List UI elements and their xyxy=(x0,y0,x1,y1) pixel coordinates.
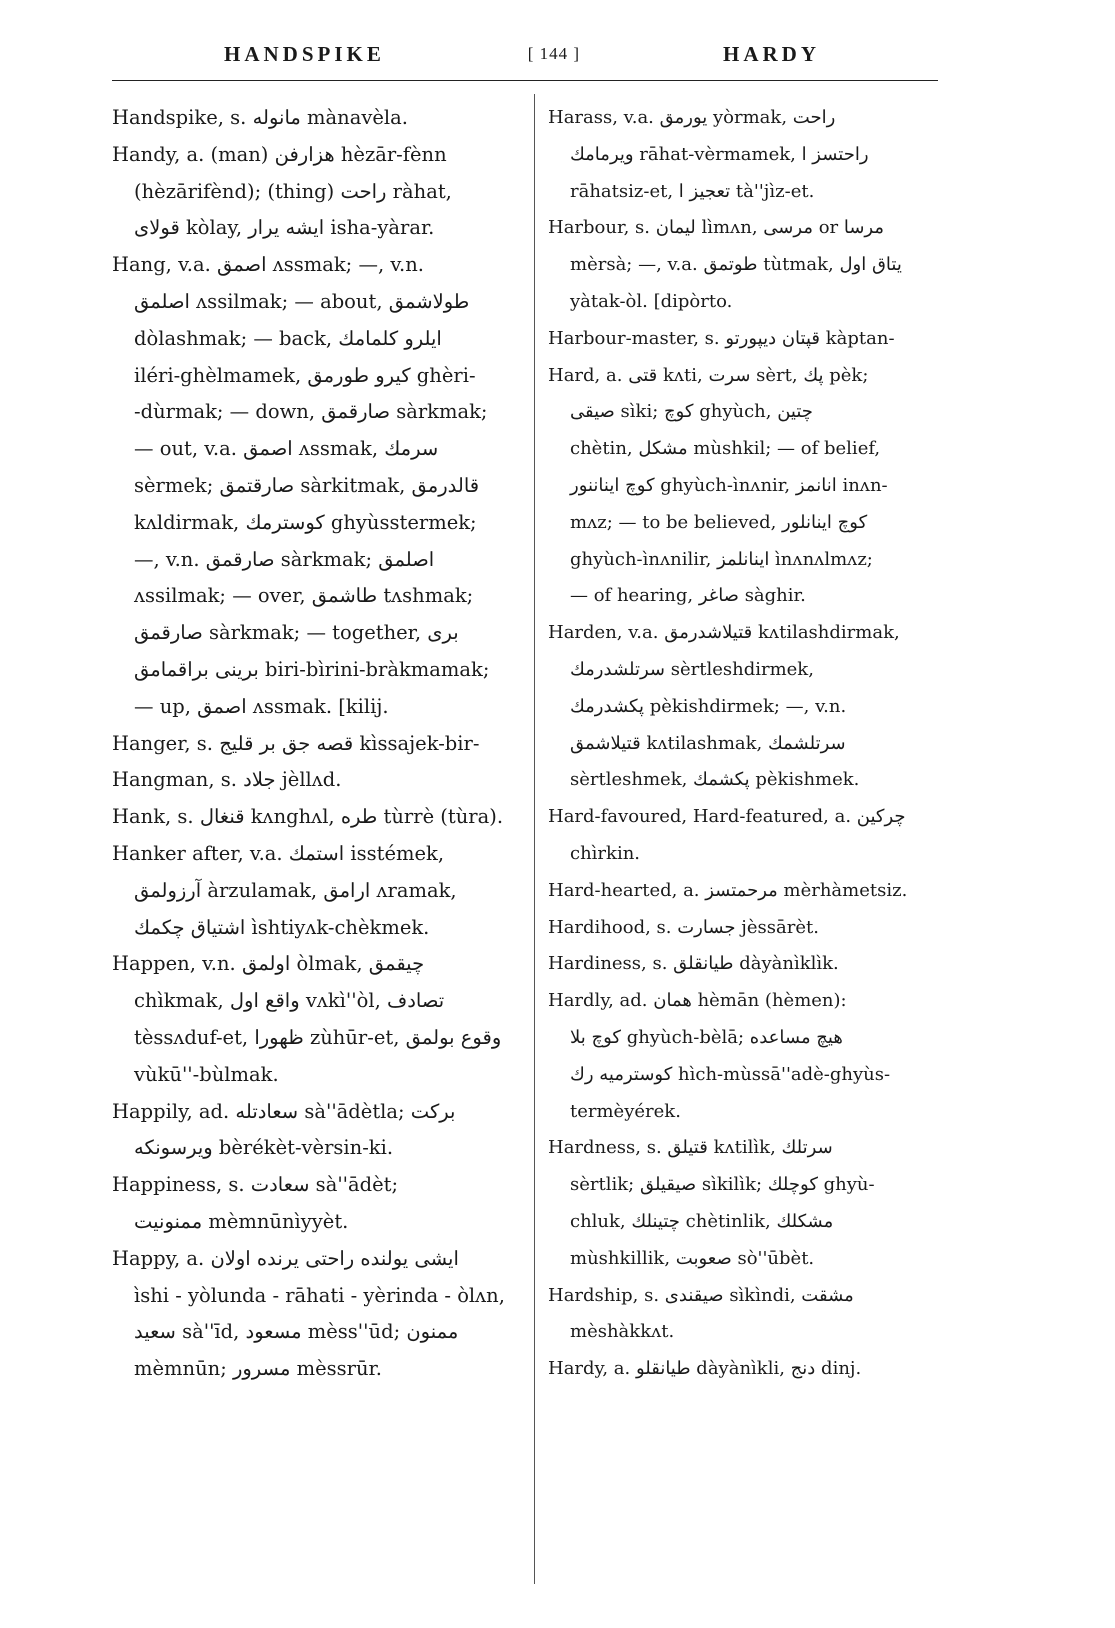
entry-line: chluk, چتینلك chètinlik, مشکلك xyxy=(570,1210,834,1232)
entry-line: قتیلاشمق kʌtilashmak, سرتلشمك xyxy=(570,732,846,754)
entry-line: Hard-favoured, Hard-featured, a. چرکین xyxy=(548,806,906,828)
entry-line: ویرسونکه bèrékèt-vèrsin-ki. xyxy=(134,1136,394,1160)
entry-line: Harass, v.a. یورمق yòrmak, راحت xyxy=(548,107,836,128)
entry-line: پکشدرمك pèkishdirmek; —, v.n. xyxy=(570,695,847,717)
entry-line: کوچ ایناننور ghyùch-ìnʌnir, انانمز inʌn- xyxy=(570,474,888,496)
entry-line: -dùrmak; — down, صارقمق sàrkmak; xyxy=(134,400,488,424)
entry-line: اشتیاق چکمك ìshtiyʌk-chèkmek. xyxy=(134,915,430,939)
entry-line: — of hearing, صاغر sàghir. xyxy=(570,585,806,607)
header-rule xyxy=(112,80,938,81)
entry-line: — out, v.a. اصمق ʌssmak, سرمك xyxy=(134,437,439,461)
entry-line: Hard, a. قتی kʌti, سرت sèrt, پك pèk; xyxy=(548,364,869,386)
entry-line: ویرمامك rāhat-vèrmamek, راحتسز ا xyxy=(570,143,869,165)
entry-line: Happiness, s. سعادت sà''ādèt; xyxy=(112,1173,399,1197)
entry-line: sèrtlik; صیقیلق sìkilìk; کوچلك ghyù- xyxy=(570,1174,875,1196)
page-header xyxy=(112,34,938,74)
entry-line: Harbour, s. لیمان lìmʌn, مرسی or مرسا xyxy=(548,217,884,239)
entry-line: chètin, مشکل mùshkil; — of belief, xyxy=(570,438,881,460)
entry-line: kʌldirmak, کوسترمك ghyùsstermek; xyxy=(134,510,477,534)
entry-line: mùshkillik, صعوبت sò''ūbèt. xyxy=(570,1247,815,1269)
entry-line: yàtak-òl. [dipòrto. xyxy=(570,290,733,312)
right-column xyxy=(548,100,938,1388)
header-right-word: HARDY xyxy=(723,41,820,66)
entry-line: سرتلشدرمك sèrtleshdirmek, xyxy=(570,658,814,680)
entry-line: Happen, v.n. اولمق òlmak, چیقمق xyxy=(112,952,425,976)
entry-line: sèrtleshmek, پکشمك pèkishmek. xyxy=(570,769,860,791)
entry-line: برینی براقمامق biri-bìrini-bràkmamak; xyxy=(134,657,490,681)
entry-line: mèshàkkʌt. xyxy=(570,1321,675,1343)
entry-line: ممنونیت mèmnūnìyyèt. xyxy=(134,1209,349,1233)
left-column xyxy=(112,100,524,1388)
entry-line: Happy, a. ایشی یولنده راحتی یرنده اولان xyxy=(112,1246,459,1270)
entry-line: dòlashmak; — back, ایلرو کلمامك xyxy=(134,326,442,350)
entry-line: mèmnūn; مسرور mèssrūr. xyxy=(134,1357,382,1381)
entry-line: mʌz; — to be believed, کوچ اینانلور xyxy=(570,511,868,533)
entry-line: Hanker after, v.a. استمك isstémek, xyxy=(112,841,445,865)
entry-line: sèrmek; صارقتمق sàrkitmak, قالدرمق xyxy=(134,473,480,497)
entry-line: iléri-ghèlmamek, کیرو طورمق ghèri- xyxy=(134,363,476,387)
column-divider xyxy=(534,94,535,1584)
entry-line: صارقمق sàrkmak; — together, برى xyxy=(134,621,459,645)
entry-line: Hardship, s. صیقندی sìkìndi, مشقت xyxy=(548,1284,854,1306)
page-number: [ 144 ] xyxy=(527,44,581,63)
entry-line: Handy, a. (man) هزارفن hèzār-fènn xyxy=(112,142,447,166)
entry-line: Hard-hearted, a. مرحمتسز mèrhàmetsiz. xyxy=(548,879,908,901)
entry-line: Hardness, s. قتیلق kʌtilìk, سرتلك xyxy=(548,1137,833,1159)
entry-line: Harden, v.a. قتیلاشدرمق kʌtilashdirmak, xyxy=(548,622,900,644)
entry-line: Hardiness, s. طیانقلق dàyànìklìk. xyxy=(548,953,839,975)
entry-line: — up, اصمق ʌssmak. [kilij. xyxy=(134,694,389,718)
entry-line: سعید sà''īd, مسعود mèss''ūd; ممنون xyxy=(134,1320,459,1344)
entry-line: Hangman, s. جلاد jèllʌd. xyxy=(112,768,342,792)
entry-line: Hardy, a. طیانقلو dàyànìkli, دنج dinj. xyxy=(548,1358,862,1380)
entry-line: اصلمق ʌssilmak; — about, طولاشمق xyxy=(134,289,470,313)
entry-line: —, v.n. صارقمق sàrkmak; اصلمق xyxy=(134,547,435,571)
entry-line: vùkū''-bùlmak. xyxy=(134,1062,279,1086)
entry-line: Harbour-master, s. قپتان دیپورتو kàptan- xyxy=(548,327,895,349)
entry-line: tèssʌduf-et, ظهورا zùhūr-et, وقوع بولمق xyxy=(134,1025,502,1049)
entry-line: chìrkin. xyxy=(570,842,641,864)
entry-line: ìshi - yòlunda - rāhati - yèrinda - òlʌn, xyxy=(134,1283,505,1307)
entry-line: صیقی sìki; کوچ ghyùch, چتین xyxy=(570,401,813,423)
entry-line: (hèzārifènd); (thing) راحت ràhat, xyxy=(134,179,452,203)
entry-line: termèyérek. xyxy=(570,1100,681,1122)
entry-line: mèrsà; —, v.a. طوتمق tùtmak, یتاق اول xyxy=(570,254,902,276)
entry-line: Hanger, s. قصه جق بر قلیج kìssajek-bir- xyxy=(112,731,480,755)
entry-line: chìkmak, واقع اول vʌkì''òl, تصادف xyxy=(134,989,445,1013)
entry-line: قولای kòlay, ایشه یرار isha-yàrar. xyxy=(134,216,435,240)
entry-line: Handspike, s. مانوله mànavèla. xyxy=(112,106,408,129)
entry-line: ghyùch-ìnʌnilir, اینانلمز ìnʌnʌlmʌz; xyxy=(570,548,873,570)
entry-line: کوچ بلا ghyùch-bèlā; هیچ مساعده xyxy=(570,1026,843,1048)
entry-line: آرزولمق àrzulamak, ارامق ʌramak, xyxy=(134,878,457,902)
entry-line: Hang, v.a. اصمق ʌssmak; —, v.n. xyxy=(112,253,425,277)
entry-line: Hardly, ad. همان hèmān (hèmen): xyxy=(548,990,847,1012)
entry-line: Happily, ad. سعادتله sà''ādètla; برکت xyxy=(112,1099,456,1123)
header-left-word: HANDSPIKE xyxy=(224,41,385,66)
entry-line: rāhatsiz-et, تعجیز ا tà''jìz-et. xyxy=(570,180,815,202)
entry-line: کوسترمیه رك hìch-mùssā''adè-ghyùs- xyxy=(570,1063,891,1085)
entry-line: ʌssilmak; — over, طاشمق tʌshmak; xyxy=(134,584,474,608)
entry-line: Hardihood, s. جسارت jèssārèt. xyxy=(548,916,819,938)
entry-line: Hank, s. قنغال kʌnghʌl, طره tùrrè (tùra). xyxy=(112,805,504,829)
